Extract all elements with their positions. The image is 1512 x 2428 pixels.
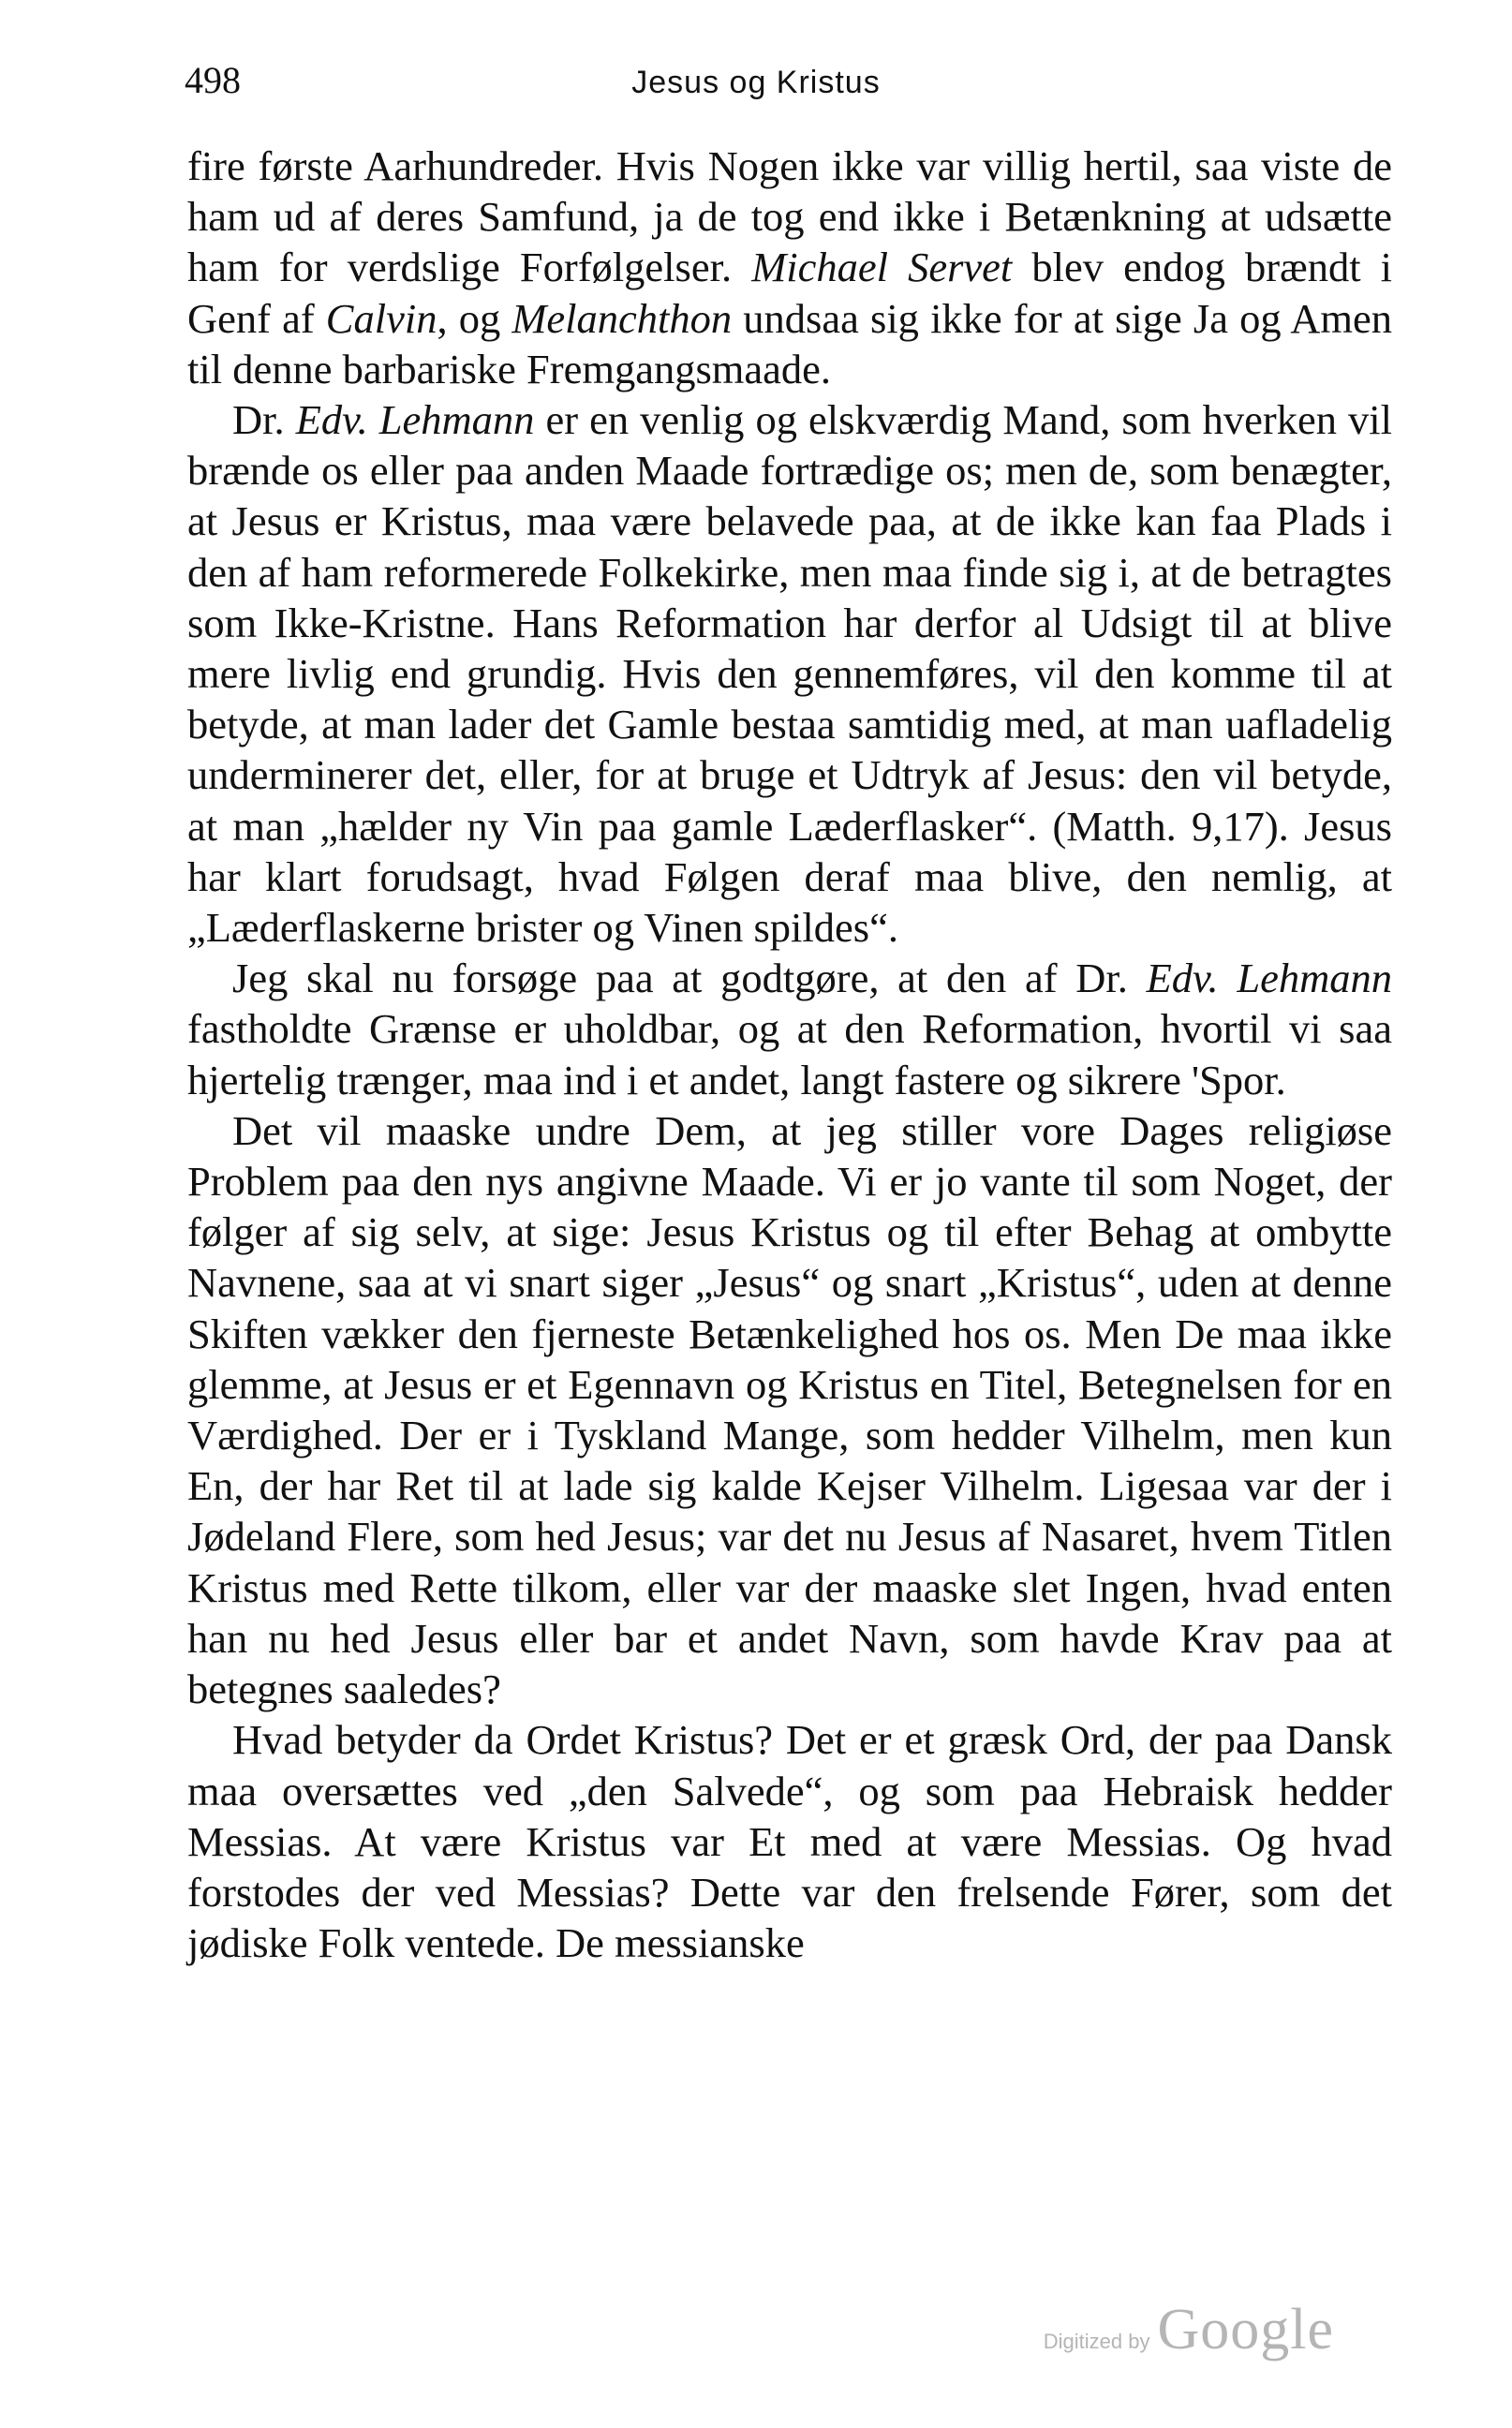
text-run: fastholdte Grænse er uholdbar, og at den Reformation, hvortil vi saa hjertelig trænger, maa ind i et andet, langt fastere og sikrere 'Spor. — [187, 1005, 1392, 1103]
running-title: Jesus og Kristus — [631, 65, 881, 100]
paragraph-4 — [187, 1105, 1392, 1714]
italic-name: Michael Servet — [751, 244, 1013, 291]
italic-name: Melanchthon — [511, 294, 733, 342]
paragraph-1 — [187, 141, 1392, 394]
text-run: blev endog brændt i Genf af — [187, 244, 1393, 342]
text-run: fire første Aarhundreder. Hvis Nogen ikke var villig hertil, saa viste de ham ud af deres Samfund, ja de tog end ikke i Betænkning at udsætte ham for verdslige Forfølgelser. — [187, 142, 1392, 291]
watermark-small-text: Digitized by — [1043, 2330, 1150, 2353]
google-logo: Google — [1157, 2298, 1334, 2361]
google-watermark — [1044, 2297, 1334, 2363]
paragraph-3 — [187, 953, 1392, 1105]
paragraph-2 — [187, 394, 1392, 953]
text-run: Dr. — [232, 396, 296, 444]
italic-name: Calvin — [325, 294, 437, 342]
page-number: 498 — [185, 59, 241, 101]
paragraph-5 — [187, 1714, 1392, 1968]
italic-name: Edv. Lehmann — [295, 396, 535, 444]
text-run: er en venlig og elskværdig Mand, som hverken vil brænde os eller paa anden Maade fortrædige os; men de, som benægter, at Jesus er Kristus, maa være belavede paa, at de ikke kan faa Plads i den af ham reformerede Folkekirke, men maa finde sig i, at de betragtes som Ikke-Kristne. Hans Reformation har derfor al Udsigt til at blive mere livlig end grundig. Hvis den gennemføres, vil den komme til at betyde, at man lader det Gamle bestaa samtidig med, at man uafladelig underminerer det, eller, for at bruge et Udtryk af Jesus: den vil betyde, at man „hælder ny Vin paa gamle Læderflasker“. (Matth. 9,17). Jesus har klart forudsagt, hvad Følgen deraf maa blive, den nemlig, at „Læderflaskerne brister og Vinen spildes“. — [187, 396, 1392, 952]
text-run: Hvad betyder da Ordet Kristus? Det er et græsk Ord, der paa Dansk maa oversættes ved „den Salvede“, og som paa Hebraisk hedder Messias. At være Kristus var Et med at være Messias. Og hvad forstodes der ved Messias? Dette var den frelsende Fører, som det jødiske Folk ventede. De messianske — [187, 1716, 1392, 1967]
text-run: Jeg skal nu forsøge paa at godtgøre, at den af Dr. — [232, 955, 1147, 1002]
italic-name: Edv. Lehmann — [1146, 955, 1392, 1002]
text-run: Det vil maaske undre Dem, at jeg stiller vore Dages religiøse Problem paa den nys angivne Maade. Vi er jo vante til som Noget, der følger af sig selv, at sige: Jesus Kristus og til efter Behag at ombytte Navnene, saa at vi snart siger „Jesus“ og snart „Kristus“, uden at denne Skiften vækker den fjerneste Betænkelighed hos os. Men De maa ikke glemme, at Jesus er et Egennavn og Kristus en Titel, Betegnelsen for en Værdighed. Der er i Tyskland Mange, som hedder Vilhelm, men kun En, der har Ret til at lade sig kalde Kejser Vilhelm. Ligesaa var der i Jødeland Flere, som hed Jesus; var det nu Jesus af Nasaret, hvem Titlen Kristus med Rette tilkom, eller var der maaske slet Ingen, hvad enten han nu hed Jesus eller bar et andet Navn, som havde Krav paa at betegnes saaledes? — [187, 1106, 1392, 1713]
body-text — [187, 141, 1392, 1968]
text-run: undsaa sig ikke for at sige Ja og Amen til denne barbariske Fremgangsmaade. — [187, 294, 1393, 392]
text-run: , og — [437, 294, 512, 342]
